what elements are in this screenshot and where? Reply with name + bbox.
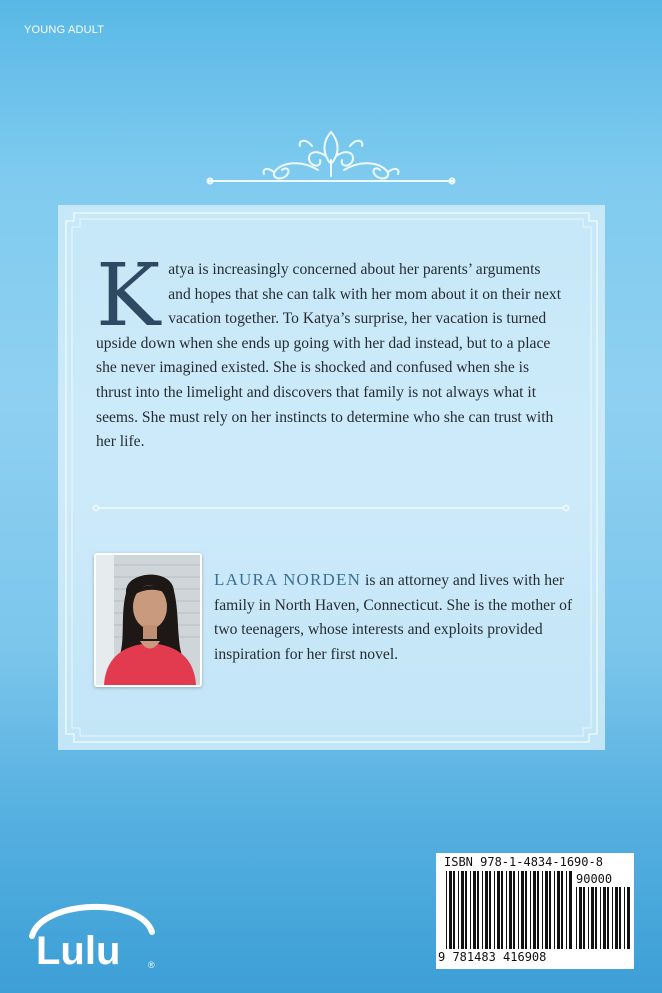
barcode-bar xyxy=(569,871,572,949)
drop-cap-letter: K xyxy=(96,246,161,346)
barcode-bar xyxy=(446,871,447,949)
book-description xyxy=(96,246,566,455)
barcode-bar xyxy=(449,871,452,949)
barcode-bar xyxy=(494,871,495,949)
barcode-bar xyxy=(489,871,491,949)
logo-text: Lulu xyxy=(36,929,121,972)
barcode-bar xyxy=(461,871,464,949)
barcode-bar xyxy=(545,871,548,949)
barcode-bar xyxy=(627,887,630,949)
barcode-bar xyxy=(497,871,500,949)
barcode-bar xyxy=(518,871,519,949)
barcode-bar xyxy=(607,887,609,949)
barcode-bar xyxy=(561,871,563,949)
isbn-number: ISBN 978-1-4834-1690-8 xyxy=(444,855,603,869)
barcode-bar xyxy=(579,887,582,949)
barcode-bar xyxy=(453,871,455,949)
author-name: LAURA NORDEN xyxy=(214,570,362,589)
barcode-bar xyxy=(513,871,515,949)
price-code: 90000 xyxy=(576,872,613,886)
ean-number: 9 781483 416908 xyxy=(438,950,547,964)
barcode-bar xyxy=(509,871,512,949)
lulu-logo-icon xyxy=(22,892,162,972)
author-photo xyxy=(94,553,202,687)
barcode-bar xyxy=(477,871,479,949)
barcode-bar xyxy=(465,871,467,949)
barcode-bar xyxy=(470,871,471,949)
isbn-barcode xyxy=(436,853,634,969)
barcode-bar xyxy=(595,887,597,949)
barcode-bar xyxy=(612,887,613,949)
registered-mark: ® xyxy=(148,960,155,970)
barcode-bar xyxy=(624,887,625,949)
barcode-bar xyxy=(537,871,539,949)
decorative-flourish-icon xyxy=(206,126,456,188)
barcode-bar xyxy=(603,887,606,949)
author-bio-text: is an attorney and lives with her family in North Haven, Connecticut. She is the mother of two teenagers, whose interests and exploits provided inspiration for her first novel. xyxy=(214,572,573,663)
barcode-bar xyxy=(588,887,589,949)
barcode-bar xyxy=(501,871,503,949)
barcode-bar xyxy=(615,887,618,949)
section-divider xyxy=(92,502,570,514)
barcode-bar xyxy=(557,871,560,949)
barcode-bar xyxy=(566,871,567,949)
barcode-bar xyxy=(533,871,536,949)
barcode-bar xyxy=(525,871,527,949)
barcode-bar xyxy=(600,887,601,949)
barcode-bar xyxy=(521,871,524,949)
barcode-bar xyxy=(506,871,507,949)
barcode-bar xyxy=(591,887,594,949)
barcode-bar xyxy=(576,887,577,949)
barcode-bar xyxy=(530,871,531,949)
barcode-bar xyxy=(583,887,585,949)
barcode-bar xyxy=(482,871,483,949)
barcode-bar xyxy=(485,871,488,949)
barcode-bar xyxy=(549,871,551,949)
barcode-bar xyxy=(473,871,476,949)
barcode-bar xyxy=(554,871,555,949)
barcode-bar xyxy=(542,871,543,949)
author-bio xyxy=(214,568,574,667)
barcode-bar xyxy=(619,887,621,949)
barcode-bar xyxy=(458,871,459,949)
description-text: atya is increasingly concerned about her parents’ arguments and hopes that she can talk with her mom about it on their next vacation together. To Katya’s surprise, her vacation is turned upside down when she ends up going with her dad instead, but to a place she never imagined existed. She is shocked and confused when she is thrust into the limelight and discovers that family is not always what it seems. She must rely on her instincts to determine who she can trust with her life. xyxy=(96,261,562,451)
genre-label: YOUNG ADULT xyxy=(24,24,105,36)
